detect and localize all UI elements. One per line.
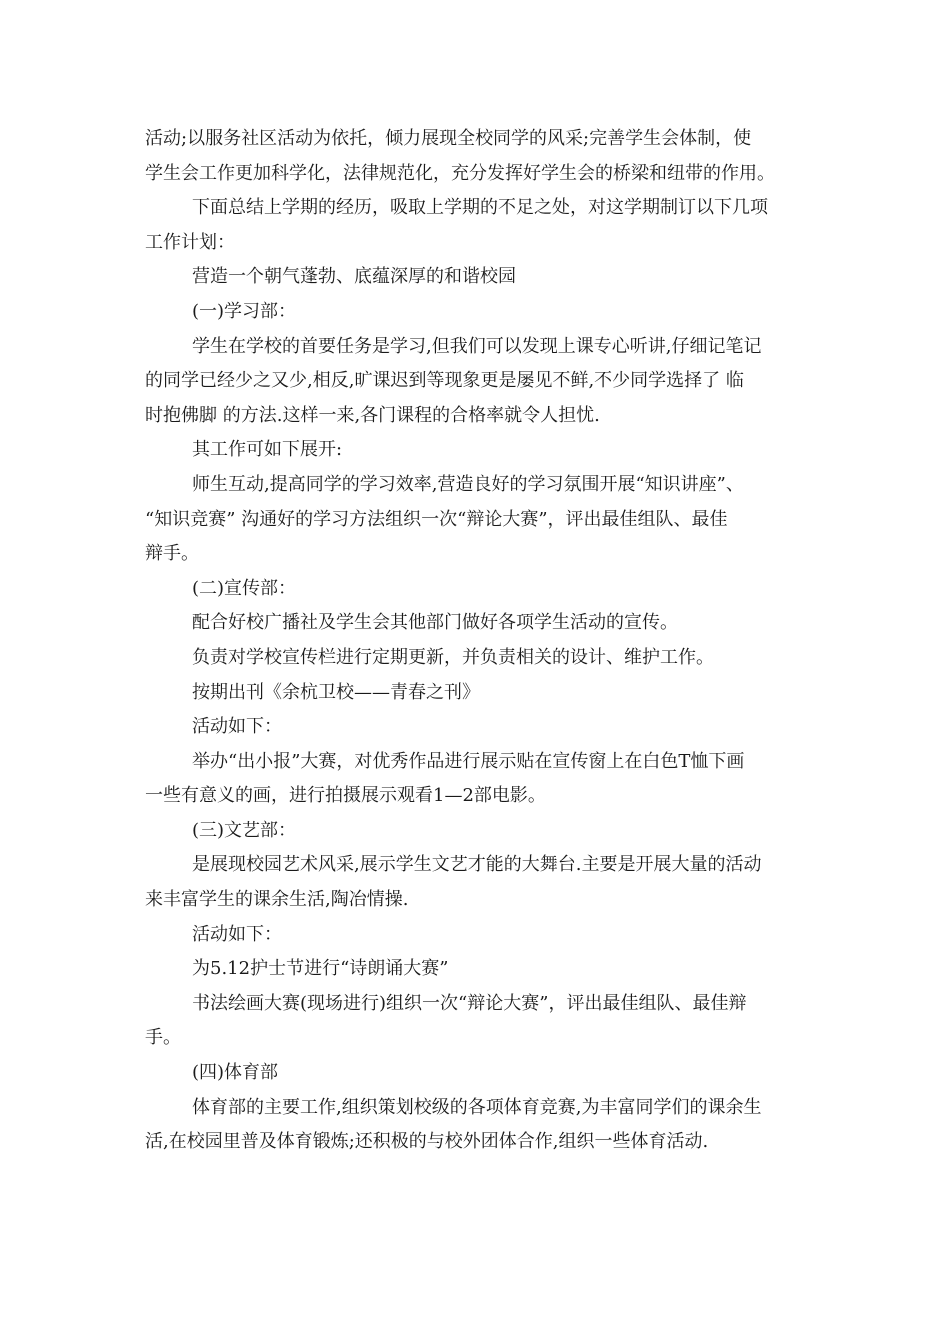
text-line: 学生会工作更加科学化，法律规范化，充分发挥好学生会的桥梁和纽带的作用。 (145, 162, 775, 184)
section-heading: (二)宣传部： (192, 577, 297, 599)
section-heading: (一)学习部： (192, 300, 297, 322)
section-heading: 营造一个朝气蓬勃、底蕴深厚的和谐校园 (192, 266, 516, 288)
text-line: 活动;以服务社区活动为依托，倾力展现全校同学的风采;完善学生会体制，使 (145, 128, 752, 149)
text-line: 来丰富学生的课余生活,陶冶情操. (145, 889, 409, 911)
text-line: 的同学已经少之又少,相反,旷课迟到等现象更是屡见不鲜,不少同学选择了 临 (145, 370, 744, 392)
text-line: 时抱佛脚 的方法.这样一来,各门课程的合格率就令人担忧. (145, 404, 600, 426)
document-body (145, 122, 815, 1160)
text-line: 工作计划： (145, 231, 235, 253)
text-line: 按期出刊《余杭卫校——青春之刊》 (192, 681, 480, 703)
text-line: 一些有意义的画，进行拍摄展示观看1—2部电影。 (145, 785, 546, 807)
text-line: 书法绘画大赛(现场进行)组织一次“辩论大赛”，评出最佳组队、最佳辩 (192, 992, 747, 1014)
section-heading: (四)体育部 (192, 1062, 279, 1084)
text-line: 负责对学校宣传栏进行定期更新，并负责相关的设计、维护工作。 (192, 646, 714, 668)
text-line: 举办“出小报”大赛，对优秀作品进行展示贴在宣传窗上在白色T恤下画 (192, 750, 745, 772)
text-line: 辩手。 (145, 543, 199, 565)
text-line: 其工作可如下展开: (192, 439, 343, 461)
text-line: 手。 (145, 1027, 181, 1049)
text-line: 学生在学校的首要任务是学习,但我们可以发现上课专心听讲,仔细记笔记 (192, 335, 762, 357)
text-line: 活动如下： (192, 716, 282, 738)
text-line: 活动如下： (192, 923, 282, 945)
section-heading: (三)文艺部： (192, 819, 297, 841)
text-line: 下面总结上学期的经历，吸取上学期的不足之处，对这学期制订以下几项 (192, 197, 768, 219)
text-line: 体育部的主要工作,组织策划校级的各项体育竞赛,为丰富同学们的课余生 (192, 1096, 762, 1118)
text-line: 配合好校广播社及学生会其他部门做好各项学生活动的宣传。 (192, 612, 678, 634)
text-line: 是展现校园艺术风采,展示学生文艺才能的大舞台.主要是开展大量的活动 (192, 854, 762, 876)
text-line: 为5.12护士节进行“诗朗诵大赛” (192, 958, 449, 980)
text-line: “知识竞赛” 沟通好的学习方法组织一次“辩论大赛”，评出最佳组队、最佳 (145, 508, 728, 530)
text-line: 师生互动,提高同学的学习效率,营造良好的学习氛围开展“知识讲座”、 (192, 473, 744, 495)
text-line: 活,在校园里普及体育锻炼;还积极的与校外团体合作,组织一些体育活动. (145, 1131, 709, 1153)
